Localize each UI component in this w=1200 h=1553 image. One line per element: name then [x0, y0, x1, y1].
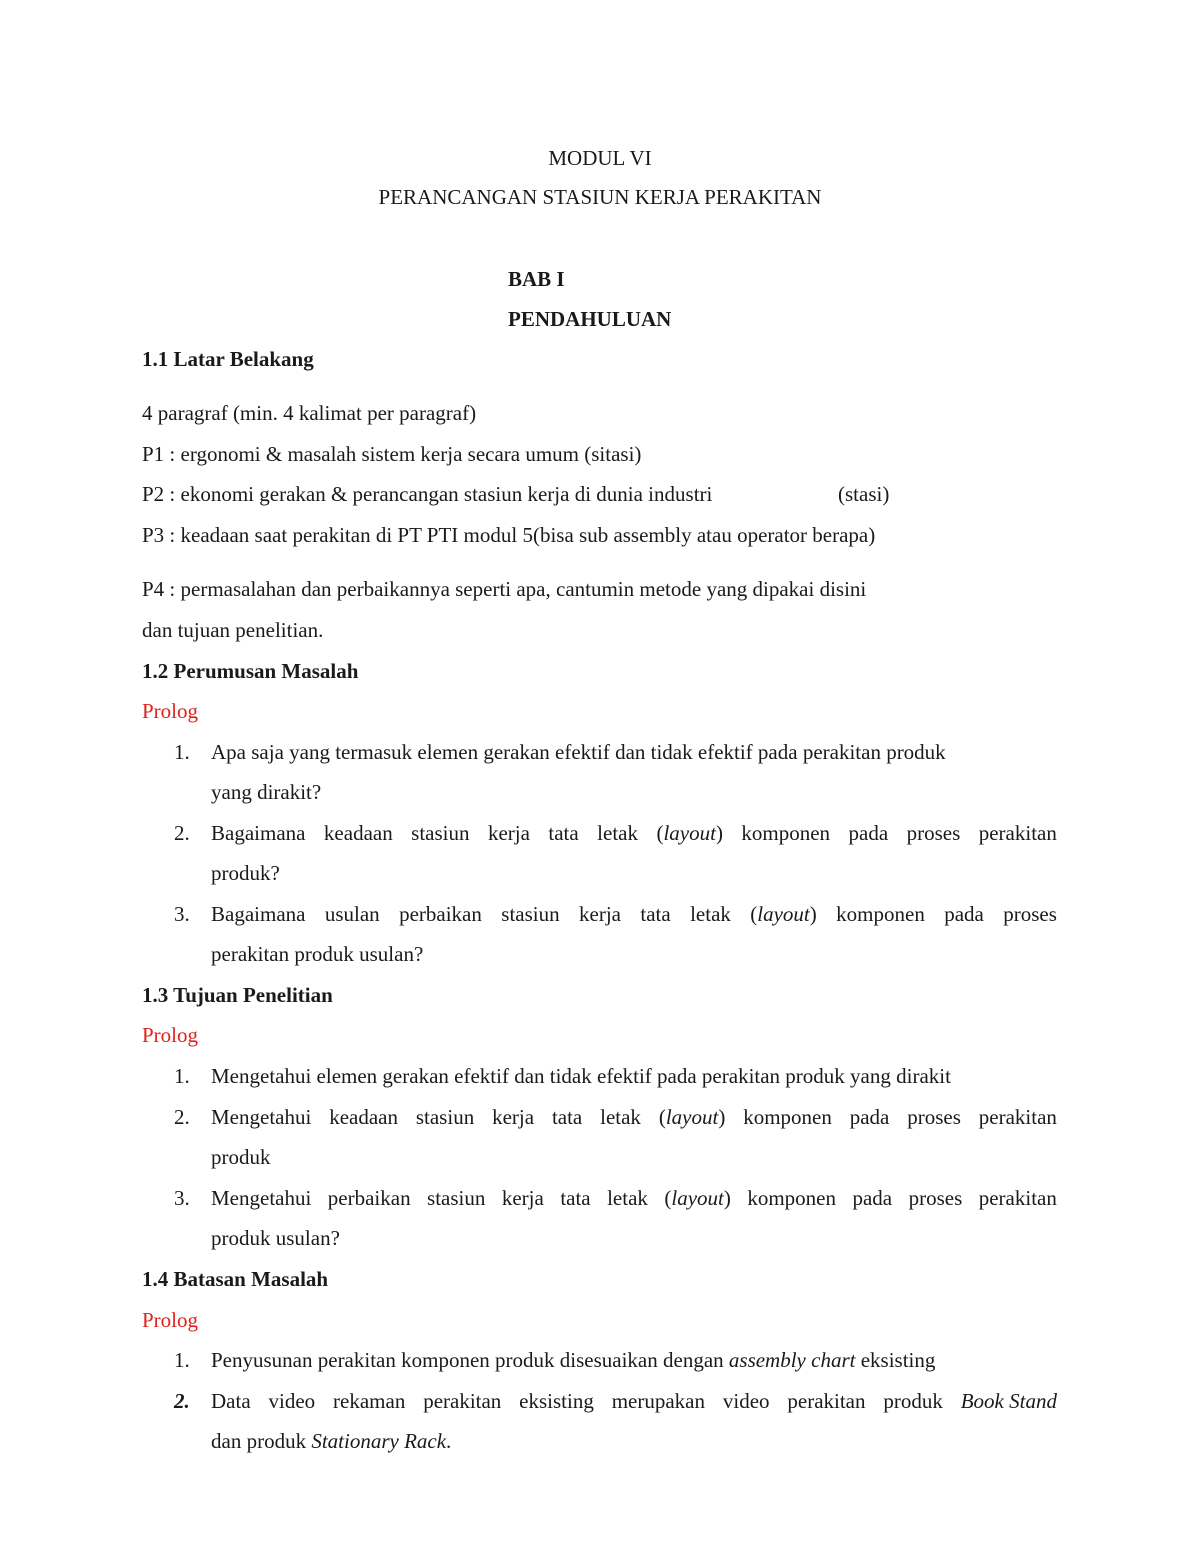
- word: keadaan: [323, 821, 393, 845]
- word: kerja: [579, 902, 621, 926]
- list-text: [211, 1391, 1057, 1412]
- paragraph-requirement: 4 paragraf (min. 4 kalimat per paragraf): [142, 401, 477, 425]
- word: Mengetahui: [211, 1186, 312, 1210]
- module-number: MODUL VI: [548, 146, 652, 170]
- word: letak: [597, 821, 638, 845]
- word: video: [722, 1389, 770, 1413]
- word: Bagaimana: [211, 902, 306, 926]
- list-text-continued: produk: [211, 1145, 271, 1169]
- italic-term: layout: [665, 1105, 719, 1129]
- chapter-number: BAB I: [508, 267, 565, 291]
- word: stasiun: [415, 1105, 475, 1129]
- list-number: 1.: [174, 1064, 190, 1088]
- list-text: [211, 823, 1057, 844]
- text-run: eksisting: [855, 1348, 936, 1372]
- word: proses: [1003, 902, 1057, 926]
- paragraph-p4-continued: dan tujuan penelitian.: [142, 618, 324, 642]
- list-text-continued: [211, 1431, 451, 1452]
- paren-open: (: [656, 821, 664, 845]
- word: perakitan: [978, 1105, 1057, 1129]
- list-text: Apa saja yang termasuk elemen gerakan efektif dan tidak efektif pada perakitan produk: [211, 740, 946, 764]
- text-run: .: [446, 1429, 452, 1453]
- word: stasiun: [411, 821, 470, 845]
- word: [664, 1188, 731, 1209]
- text-run: Penyusunan perakitan komponen produk disesuaikan dengan: [211, 1348, 729, 1372]
- word: pada: [848, 821, 889, 845]
- word: tata: [548, 821, 579, 845]
- word: tata: [551, 1105, 583, 1129]
- list-number: 1.: [174, 1348, 190, 1372]
- word: eksisting: [519, 1389, 594, 1413]
- list-number: 1.: [174, 740, 190, 764]
- paragraph-p3: P3 : keadaan saat perakitan di PT PTI modul 5(bisa sub assembly atau operator berapa): [142, 523, 876, 547]
- word: letak: [600, 1105, 641, 1129]
- italic-term: layout: [671, 1186, 724, 1210]
- list-number: 2.: [174, 821, 190, 845]
- list-text-continued: perakitan produk usulan?: [211, 942, 424, 966]
- word: rekaman: [333, 1389, 406, 1413]
- word: perbaikan: [399, 902, 482, 926]
- list-number: 3.: [174, 1186, 190, 1210]
- word: perakitan: [423, 1389, 502, 1413]
- word: letak: [607, 1186, 648, 1210]
- word: letak: [690, 902, 731, 926]
- word: perakitan: [787, 1389, 866, 1413]
- list-text: [211, 1350, 1057, 1371]
- paragraph-p1: P1 : ergonomi & masalah sistem kerja secara umum (sitasi): [142, 442, 642, 466]
- italic-term: layout: [663, 821, 716, 845]
- paren-close: ): [723, 1186, 731, 1210]
- document-title: PERANCANGAN STASIUN KERJA PERAKITAN: [378, 185, 822, 209]
- word: video: [268, 1389, 316, 1413]
- list-text-continued: produk?: [211, 861, 280, 885]
- prolog-label: Prolog: [142, 1308, 199, 1332]
- section-heading-tujuan-penelitian: 1.3 Tujuan Penelitian: [142, 983, 333, 1007]
- paren-close: ): [718, 1105, 726, 1129]
- word: tata: [640, 902, 671, 926]
- word: pada: [944, 902, 984, 926]
- list-number: 3.: [174, 902, 190, 926]
- word: [659, 1107, 726, 1128]
- list-text-continued: yang dirakit?: [211, 780, 322, 804]
- word: perakitan: [978, 821, 1057, 845]
- list-number: 2.: [174, 1105, 190, 1129]
- word: proses: [907, 1105, 961, 1129]
- word: proses: [906, 821, 961, 845]
- word: stasiun: [501, 902, 560, 926]
- paragraph-p2: P2 : ekonomi gerakan & perancangan stasiun kerja di dunia industri: [142, 482, 713, 506]
- word: perbaikan: [327, 1186, 411, 1210]
- paren-open: (: [658, 1105, 666, 1129]
- italic-term: layout: [757, 902, 810, 926]
- word: produk: [883, 1389, 943, 1413]
- word: merupakan: [611, 1389, 705, 1413]
- word: komponen: [747, 1186, 836, 1210]
- list-text: [211, 904, 1057, 925]
- word: [750, 904, 817, 925]
- prolog-label: Prolog: [142, 1023, 199, 1047]
- word: [656, 823, 723, 844]
- paren-close: ): [715, 821, 723, 845]
- section-heading-perumusan-masalah: 1.2 Perumusan Masalah: [142, 659, 359, 683]
- list-text-continued: produk usulan?: [211, 1226, 340, 1250]
- section-heading-latar-belakang: 1.1 Latar Belakang: [142, 347, 314, 371]
- italic-term: Stationary Rack: [311, 1429, 447, 1453]
- text-run: dan produk: [211, 1429, 312, 1453]
- word: usulan: [324, 902, 380, 926]
- word: proses: [908, 1186, 963, 1210]
- word: stasiun: [427, 1186, 486, 1210]
- word: komponen: [836, 902, 925, 926]
- word: tata: [560, 1186, 591, 1210]
- list-text: [211, 1188, 1057, 1209]
- paragraph-p4: P4 : permasalahan dan perbaikannya seperti apa, cantumin metode yang dipakai disini: [142, 577, 867, 601]
- word: komponen: [743, 1105, 832, 1129]
- word: Mengetahui: [211, 1105, 312, 1129]
- word: kerja: [492, 1105, 535, 1129]
- word: pada: [852, 1186, 893, 1210]
- list-text: Mengetahui elemen gerakan efektif dan tidak efektif pada perakitan produk yang dirakit: [211, 1064, 951, 1088]
- word: kerja: [487, 821, 530, 845]
- chapter-title: PENDAHULUAN: [508, 307, 672, 331]
- paren-open: (: [664, 1186, 672, 1210]
- word: pada: [849, 1105, 890, 1129]
- word: kerja: [501, 1186, 544, 1210]
- section-heading-batasan-masalah: 1.4 Batasan Masalah: [142, 1267, 329, 1291]
- word: Data: [211, 1389, 251, 1413]
- list-number: 2.: [174, 1389, 190, 1413]
- list-text: [211, 1107, 1057, 1128]
- word: komponen: [741, 821, 831, 845]
- paren-open: (: [750, 902, 758, 926]
- italic-term: assembly chart: [728, 1348, 856, 1372]
- italic-term: Book Stand: [960, 1389, 1057, 1413]
- paragraph-p2-note: (stasi): [838, 482, 890, 506]
- word: keadaan: [329, 1105, 398, 1129]
- word: perakitan: [978, 1186, 1057, 1210]
- word: Bagaimana: [211, 821, 306, 845]
- prolog-label: Prolog: [142, 699, 199, 723]
- paren-close: ): [809, 902, 817, 926]
